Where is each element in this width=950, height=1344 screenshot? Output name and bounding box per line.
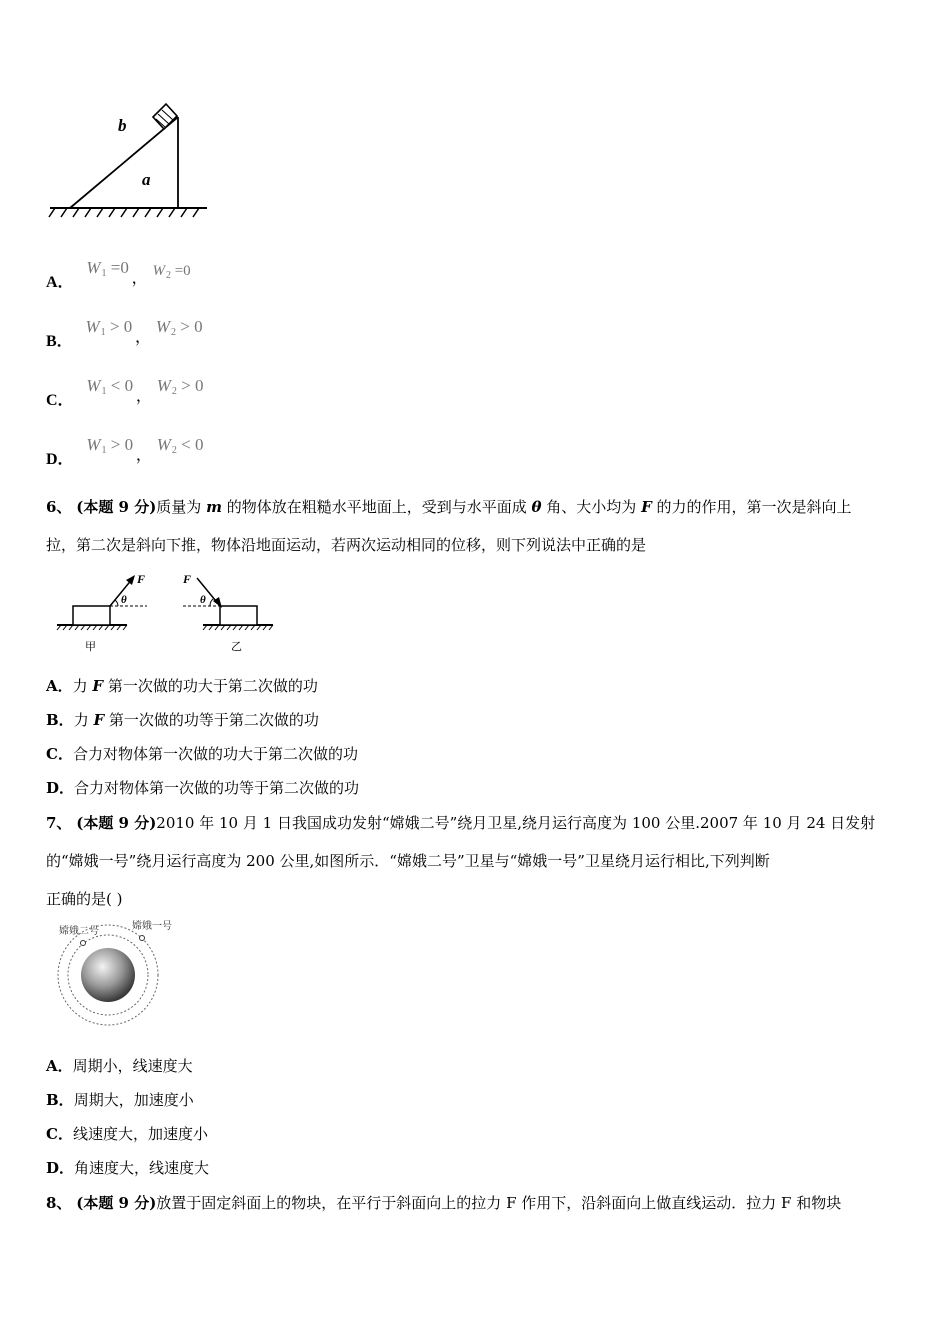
- q7-option-a[interactable]: A．周期小，线速度大: [46, 1057, 193, 1075]
- svg-text:θ: θ: [121, 594, 127, 606]
- label-b: b: [118, 116, 127, 135]
- question-score: (本题 9 分): [76, 814, 157, 832]
- w1-expr: $W_1 < 0$: [86, 376, 134, 397]
- q7-line3: 正确的是( ): [46, 890, 123, 908]
- w1-expr: $W_1 =0$: [86, 258, 129, 279]
- incline-figure: [45, 95, 215, 225]
- q7-option-b[interactable]: B．周期大，加速度小: [46, 1091, 194, 1109]
- question-number: 6、: [46, 498, 72, 516]
- q7-orbit-figure: [50, 915, 185, 1030]
- question-number: 8、: [46, 1194, 72, 1212]
- q7-option-d[interactable]: D．角速度大，线速度大: [46, 1159, 210, 1177]
- label-a: a: [142, 170, 151, 189]
- block-b: [153, 104, 177, 129]
- q6-option-b[interactable]: B．力 F 第一次做的功等于第二次做的功: [46, 711, 319, 729]
- w1-expr: $W_1 > 0$: [86, 435, 134, 456]
- q6-option-d[interactable]: D．合力对物体第一次做的功等于第二次做的功: [46, 779, 360, 797]
- svg-text:F: F: [183, 572, 192, 586]
- q6-line2: 拉，第二次是斜向下推，物体沿地面运动，若两次运动相同的位移，则下列说法中正确的是: [46, 536, 647, 554]
- satellite-e2: [81, 941, 86, 946]
- svg-text:θ: θ: [200, 594, 206, 606]
- q5-option-b[interactable]: B． $W_1 > 0$ ， $W_2 > 0$: [46, 317, 203, 350]
- question-score: (本题 9 分): [76, 498, 157, 516]
- q5-option-c[interactable]: C． $W_1 < 0$ ， $W_2 > 0$: [46, 376, 204, 409]
- label-e2: 嫦娥二号: [59, 926, 99, 937]
- label-e1: 嫦娥一号: [132, 921, 172, 932]
- w2-expr: $W_2 < 0$: [156, 435, 204, 456]
- q6-force-figure: [55, 570, 280, 655]
- question-score: (本题 9 分): [76, 1194, 157, 1212]
- q8-line1: 8、 (本题 9 分)放置于固定斜面上的物块，在平行于斜面向上的拉力 F 作用下，沿斜面向上做直线运动．拉力 F 和物块: [46, 1194, 842, 1212]
- svg-text:F: F: [137, 572, 146, 586]
- q7-option-c[interactable]: C．线速度大，加速度小: [46, 1125, 208, 1143]
- q5-option-d[interactable]: D． $W_1 > 0$ ， $W_2 < 0$: [46, 435, 204, 468]
- svg-text:乙: 乙: [231, 640, 242, 653]
- w1-expr: $W_1 > 0$: [85, 317, 133, 338]
- moon: [81, 948, 135, 1002]
- q6-option-c[interactable]: C．合力对物体第一次做的功大于第二次做的功: [46, 745, 358, 763]
- q6-option-a[interactable]: A．力 F 第一次做的功大于第二次做的功: [46, 677, 318, 695]
- q7-line1: 7、 (本题 9 分)2010 年 10 月 1 日我国成功发射“嫦娥二号”绕月卫星,绕月运行高度为 100 公里.2007 年 10 月 24 日发射: [46, 814, 876, 832]
- satellite-e1: [140, 936, 145, 941]
- w2-expr: $W_2 > 0$: [156, 376, 204, 397]
- q7-line2: 的“嫦娥一号”绕月运行高度为 200 公里,如图所示．“嫦娥二号”卫星与“嫦娥一号”卫星绕月运行相比,下列判断: [46, 852, 770, 870]
- q5-option-a[interactable]: A． $W_1 =0$ ， $W_2 =0$: [46, 258, 191, 291]
- block-yi: [220, 606, 257, 625]
- w2-expr: $W_2 > 0$: [155, 317, 203, 338]
- w2-expr: $W_2 =0$: [152, 263, 191, 281]
- ground-hatch: [49, 208, 199, 217]
- q6-line1: 6、 (本题 9 分)质量为 m 的物体放在粗糙水平地面上，受到与水平面成 θ 角、大小均为 F 的力的作用，第一次是斜向上: [46, 498, 852, 516]
- svg-text:甲: 甲: [85, 640, 96, 653]
- question-number: 7、: [46, 814, 72, 832]
- block-jia: [73, 606, 110, 625]
- option-letter: A．: [46, 274, 74, 291]
